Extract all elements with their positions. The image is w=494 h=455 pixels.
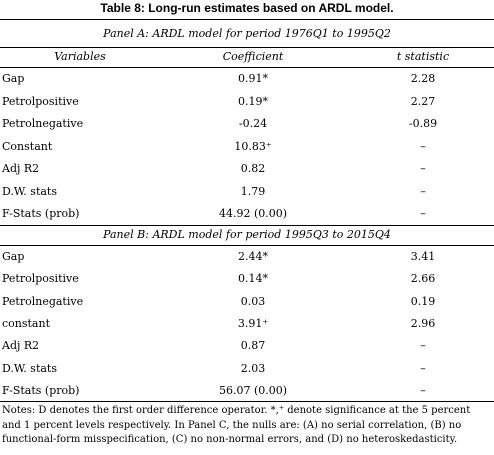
row-variable: constant: [2, 316, 50, 330]
panel-a-bottom-rule: [0, 225, 494, 226]
table-row: [0, 91, 494, 113]
row-variable: F-Stats (prob): [2, 383, 80, 397]
row-t-statistic: 0.19: [410, 294, 436, 308]
table-row: [0, 181, 494, 203]
row-variable: D.W. stats: [2, 184, 57, 198]
table-row: [0, 291, 494, 313]
table-row: [0, 158, 494, 180]
table-row: [0, 358, 494, 380]
row-t-statistic: –: [420, 383, 426, 397]
row-coefficient: 3.91⁺: [237, 316, 269, 330]
row-t-statistic: –: [420, 361, 426, 375]
row-variable: Petrolpositive: [2, 272, 79, 286]
row-t-statistic: –: [420, 139, 426, 153]
column-header-t-statistic: t statistic: [396, 50, 450, 63]
table-bottom-rule: [0, 401, 494, 402]
row-variable: F-Stats (prob): [2, 207, 80, 220]
row-t-statistic: 2.28: [410, 72, 436, 85]
row-t-statistic: –: [420, 184, 426, 198]
row-coefficient: 0.14*: [238, 272, 268, 286]
row-coefficient: 10.83⁺: [234, 139, 272, 153]
table-row: [0, 68, 494, 90]
table-row: [0, 246, 494, 268]
panel-a-heading: Panel A: ARDL model for period 1976Q1 to 1995Q2: [103, 27, 391, 40]
table-row: [0, 313, 494, 335]
row-coefficient: 1.79: [240, 184, 266, 198]
row-variable: Adj R2: [2, 339, 40, 353]
table-row: [0, 268, 494, 290]
row-coefficient: 44.92 (0.00): [218, 207, 288, 220]
row-t-statistic: –: [420, 162, 426, 175]
row-variable: Constant: [2, 139, 53, 153]
column-header-variables: Variables: [54, 50, 106, 63]
table-row: [0, 136, 494, 158]
row-coefficient: 2.44*: [238, 250, 268, 263]
row-coefficient: 56.07 (0.00): [218, 383, 288, 397]
row-coefficient: 0.82: [240, 162, 266, 175]
row-t-statistic: –: [420, 339, 426, 353]
row-coefficient: 0.03: [240, 294, 266, 308]
row-t-statistic: 2.66: [410, 272, 436, 286]
row-t-statistic: –: [420, 207, 426, 220]
top-rule: [0, 19, 494, 20]
row-coefficient: -0.24: [238, 117, 268, 130]
row-variable: Gap: [2, 250, 25, 263]
row-coefficient: 0.19*: [238, 94, 268, 108]
table-row: [0, 335, 494, 357]
row-variable: Adj R2: [2, 162, 40, 175]
row-coefficient: 2.03: [240, 361, 266, 375]
row-variable: Petrolnegative: [2, 294, 84, 308]
row-variable: Petrolpositive: [2, 94, 79, 108]
column-header-row: [0, 45, 494, 69]
row-t-statistic: -0.89: [408, 117, 438, 130]
column-header-coefficient: Coefficient: [222, 50, 284, 63]
panel-b-heading: Panel B: ARDL model for period 1995Q3 to 2015Q4: [103, 228, 391, 241]
row-coefficient: 0.87: [240, 339, 266, 353]
row-t-statistic: 2.27: [410, 94, 436, 108]
row-t-statistic: 2.96: [410, 316, 436, 330]
row-t-statistic: 3.41: [410, 250, 436, 263]
row-variable: D.W. stats: [2, 361, 57, 375]
row-coefficient: 0.91*: [238, 72, 268, 85]
row-variable: Petrolnegative: [2, 117, 84, 130]
table-row: [0, 203, 494, 225]
table-row: [0, 113, 494, 135]
row-variable: Gap: [2, 72, 25, 85]
table-notes: Notes: D denotes the first order difference operator. *,⁺ denote significance at the 5 percent and 1 percent levels respectively. In Panel C, the nulls are: (A) no serial correlation, (B) no functional-form misspecification, (C) no non-normal errors, and (D) no heteroskedasticity.: [2, 405, 471, 445]
table-title: Table 8: Long-run estimates based on ARDL model.: [100, 1, 394, 15]
table-row: [0, 380, 494, 402]
